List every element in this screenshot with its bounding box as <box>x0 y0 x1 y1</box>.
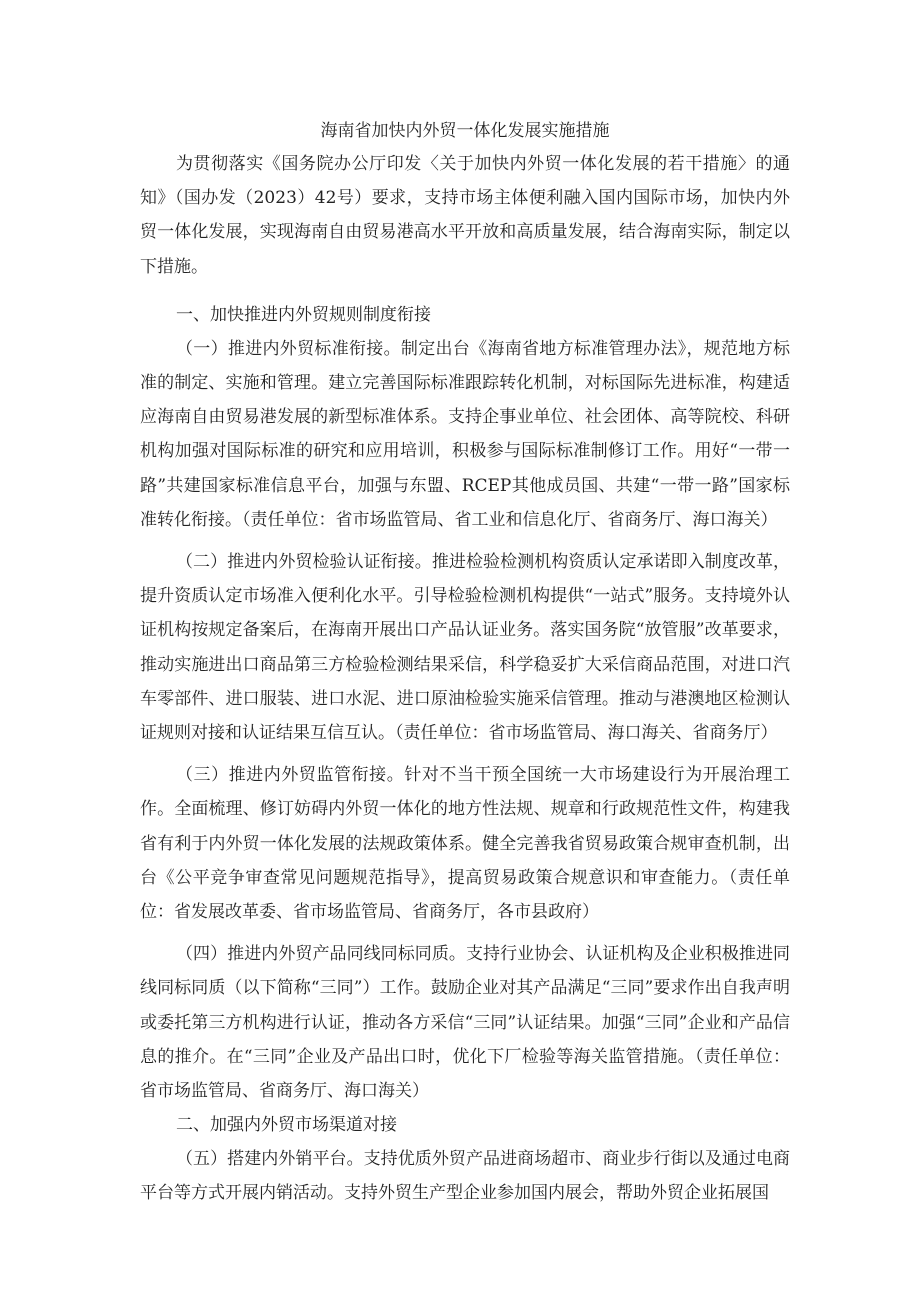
section-heading-1: 一、加快推进内外贸规则制度衔接 <box>176 304 431 325</box>
section-1-item-4: （四）推进内外贸产品同线同标同质。支持行业协会、认证机构及企业积极推进同线同标同质（以下简称“三同”）工作。鼓励企业对其产品满足“三同”要求作出自我声明或委托第三方机构进行认证，推动各方采信“三同”认证结果。加强“三同”企业和产品信息的推介。在“三同”企业及产品出口时，优化下厂检验等海关监管措施。（责任单位：省市场监管局、省商务厅、海口海关） <box>140 944 790 1102</box>
intro-paragraph: 为贯彻落实《国务院办公厅印发〈关于加快内外贸一体化发展的若干措施〉的通知》（国办发（2023）42号）要求，支持市场主体便利融入国内国际市场，加快内外贸一体化发展，实现海南自由贸易港高水平开放和高质量发展，结合海南实际，制定以下措施。 <box>140 154 790 277</box>
document-page <box>140 117 790 1211</box>
section-heading-2: 二、加强内外贸市场渠道对接 <box>176 1115 397 1136</box>
section-2-item-1: （五）搭建内外销平台。支持优质外贸产品进商场超市、商业步行街以及通过电商平台等方式开展内销活动。支持外贸生产型企业参加国内展会，帮助外贸企业拓展国 <box>140 1149 790 1204</box>
document-title: 海南省加快内外贸一体化发展实施措施 <box>320 121 610 141</box>
section-1-item-2: （二）推进内外贸检验认证衔接。推进检验检测机构资质认定承诺即入制度改革，提升资质认定市场准入便利化水平。引导检验检测机构提供“一站式”服务。支持境外认证机构按规定备案后，在海南开展出口产品认证业务。落实国务院“放管服”改革要求，推动实施进出口商品第三方检验检测结果采信，科学稳妥扩大采信商品范围，对进口汽车零部件、进口服装、进口水泥、进口原油检验实施采信管理。推动与港澳地区检测认证规则对接和认证结果互信互认。（责任单位：省市场监管局、海口海关、省商务厅） <box>140 552 790 744</box>
section-1-item-3: （三）推进内外贸监管衔接。针对不当干预全国统一大市场建设行为开展治理工作。全面梳理、修订妨碍内外贸一体化的地方性法规、规章和行政规范性文件，构建我省有利于内外贸一体化发展的法规政策体系。健全完善我省贸易政策合规审查机制，出台《公平竞争审查常见问题规范指导》，提高贸易政策合规意识和审查能力。（责任单位：省发展改革委、省市场监管局、省商务厅，各市县政府） <box>140 765 790 923</box>
section-1-item-1: （一）推进内外贸标准衔接。制定出台《海南省地方标准管理办法》，规范地方标准的制定、实施和管理。建立完善国际标准跟踪转化机制，对标国际先进标准，构建适应海南自由贸易港发展的新型标准体系。支持企事业单位、社会团体、高等院校、科研机构加强对国际标准的研究和应用培训，积极参与国际标准制修订工作。用好“一带一路”共建国家标准信息平台，加强与东盟、RCEP其他成员国、共建“一带一路”国家标准转化衔接。（责任单位：省市场监管局、省工业和信息化厅、省商务厅、海口海关） <box>140 338 790 530</box>
